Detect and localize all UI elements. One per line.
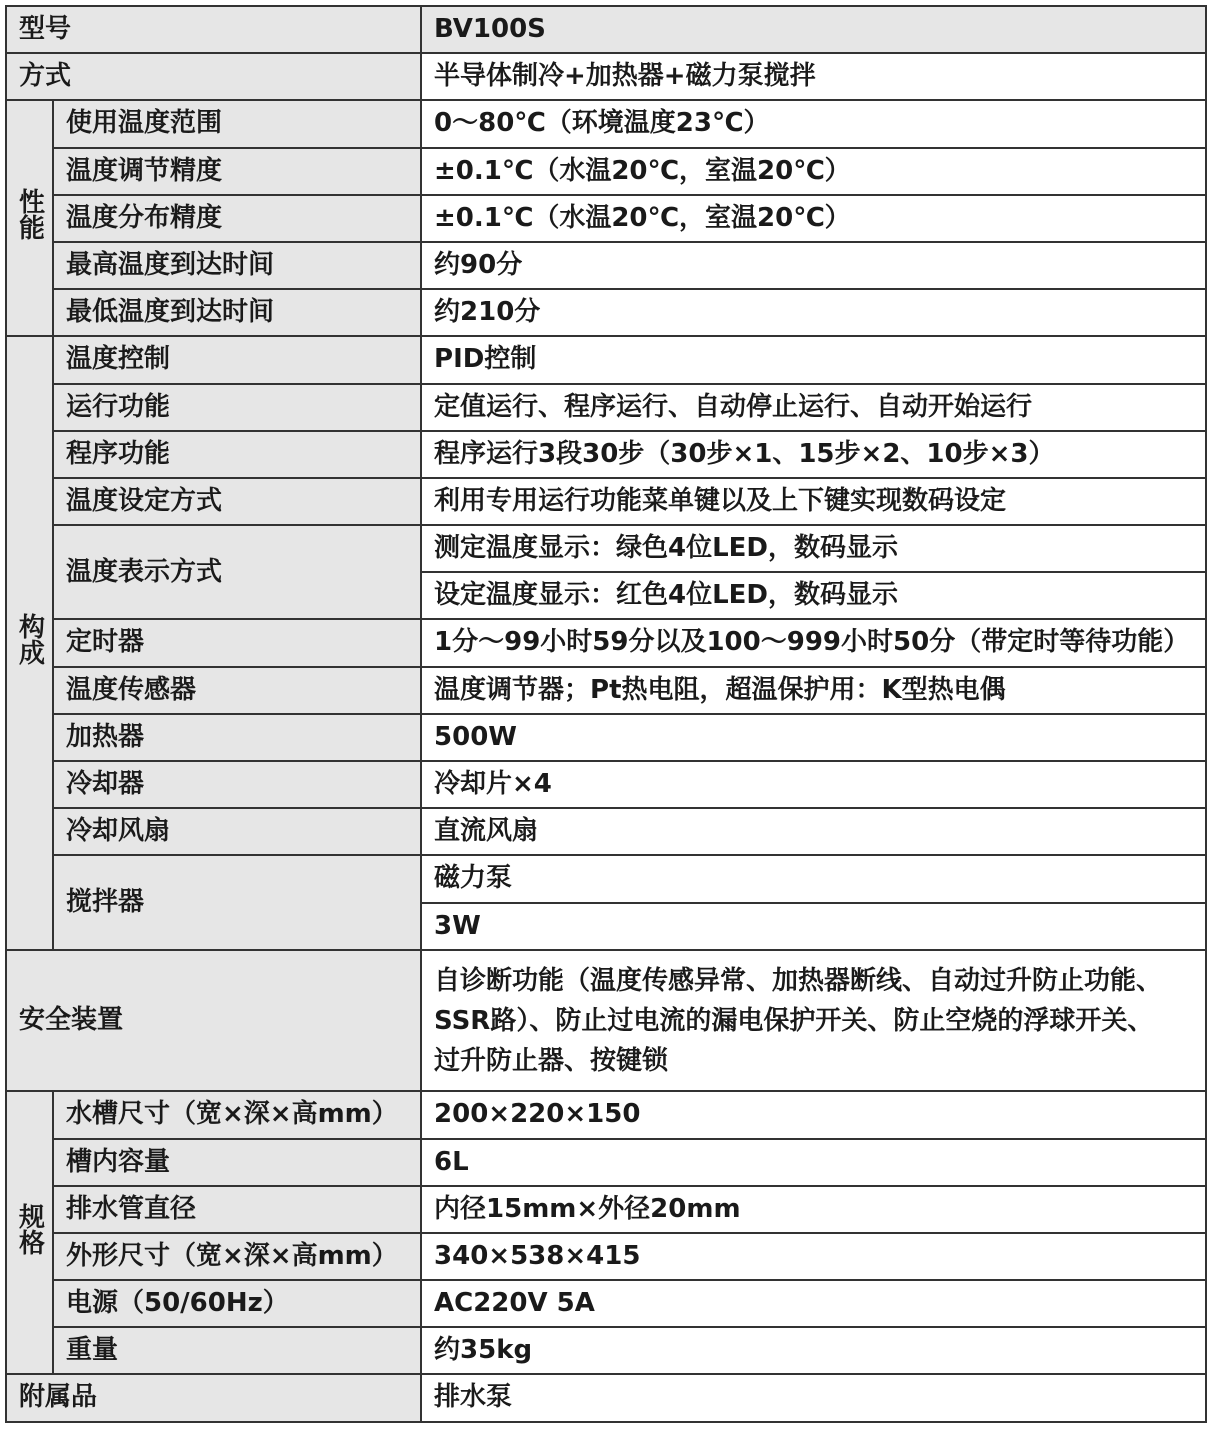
row-label: 外形尺寸（宽×深×高mm） [53,1233,421,1280]
group-specs-label: 规格 [14,1202,45,1255]
row-accessories [6,1374,1206,1421]
row-label: 最低温度到达时间 [53,289,421,336]
row-label: 温度设定方式 [53,478,421,525]
row-performance-0 [6,100,1206,147]
row-performance-2 [6,195,1206,242]
row-construction-4a [6,525,1206,572]
row-value: PID控制 [421,336,1206,383]
row-label: 使用温度范围 [53,100,421,147]
row-label: 重量 [53,1327,421,1374]
row-label: 排水管直径 [53,1186,421,1233]
row-construction-8 [6,761,1206,808]
row-value: 利用专用运行功能菜单键以及上下键实现数码设定 [421,478,1206,525]
row-construction-0 [6,336,1206,383]
group-construction-label: 构成 [14,612,45,665]
row-construction-1 [6,384,1206,431]
row-construction-9 [6,808,1206,855]
row-label: 加热器 [53,714,421,761]
row-value: 程序运行3段30步（30步×1、15步×2、10步×3） [421,431,1206,478]
row-label: 温度传感器 [53,667,421,714]
row-label: 水槽尺寸（宽×深×高mm） [53,1091,421,1138]
row-value: 冷却片×4 [421,761,1206,808]
row-label: 搅拌器 [53,855,421,949]
row-value: 0～80℃（环境温度23℃） [421,100,1206,147]
row-value: 约210分 [421,289,1206,336]
row-construction-7 [6,714,1206,761]
group-performance [6,100,53,336]
row-specs-1 [6,1139,1206,1186]
accessories-label: 附属品 [6,1374,421,1421]
row-construction-5 [6,619,1206,666]
row-construction-3 [6,478,1206,525]
safety-line: SSR路）、防止过电流的漏电保护开关、防止空烧的浮球开关、 [434,1005,1154,1036]
model-value: BV100S [421,6,1206,53]
row-value: 设定温度显示：红色4位LED，数码显示 [421,572,1206,619]
row-specs-0 [6,1091,1206,1138]
method-label: 方式 [6,53,421,100]
spec-table [5,5,1207,1423]
row-value: 200×220×150 [421,1091,1206,1138]
row-value: 温度调节器；Pt热电阻，超温保护用：K型热电偶 [421,667,1206,714]
row-value: 定值运行、程序运行、自动停止运行、自动开始运行 [421,384,1206,431]
safety-line: 过升防止器、按键锁 [434,1045,669,1076]
row-performance-1 [6,148,1206,195]
row-value: 1分～99小时59分以及100～999小时50分（带定时等待功能） [421,619,1206,666]
row-label: 运行功能 [53,384,421,431]
row-label: 槽内容量 [53,1139,421,1186]
row-value: 3W [421,903,1206,950]
row-construction-2 [6,431,1206,478]
row-label: 冷却器 [53,761,421,808]
row-safety [6,950,1206,1092]
row-value: ±0.1℃（水温20℃，室温20℃） [421,148,1206,195]
row-label: 电源（50/60Hz） [53,1280,421,1327]
row-value: 约90分 [421,242,1206,289]
row-construction-6 [6,667,1206,714]
row-specs-4 [6,1280,1206,1327]
row-value: 测定温度显示：绿色4位LED，数码显示 [421,525,1206,572]
accessories-value: 排水泵 [421,1374,1206,1421]
row-value: 500W [421,714,1206,761]
row-value: 340×538×415 [421,1233,1206,1280]
row-performance-3 [6,242,1206,289]
row-label: 温度控制 [53,336,421,383]
row-value: 直流风扇 [421,808,1206,855]
row-model [6,6,1206,53]
row-value: 内径15mm×外径20mm [421,1186,1206,1233]
model-label: 型号 [6,6,421,53]
safety-label: 安全装置 [6,950,421,1092]
row-specs-2 [6,1186,1206,1233]
row-construction-10a [6,855,1206,902]
row-specs-3 [6,1233,1206,1280]
safety-value [421,950,1206,1092]
row-value: AC220V 5A [421,1280,1206,1327]
row-label: 程序功能 [53,431,421,478]
row-value: ±0.1℃（水温20℃，室温20℃） [421,195,1206,242]
row-method [6,53,1206,100]
row-performance-4 [6,289,1206,336]
row-label: 温度表示方式 [53,525,421,619]
row-label: 温度分布精度 [53,195,421,242]
group-performance-label: 性能 [14,188,45,241]
row-label: 定时器 [53,619,421,666]
row-specs-5 [6,1327,1206,1374]
method-value: 半导体制冷+加热器+磁力泵搅拌 [421,53,1206,100]
group-construction [6,336,53,949]
row-label: 最高温度到达时间 [53,242,421,289]
group-specs [6,1091,53,1374]
row-label: 冷却风扇 [53,808,421,855]
safety-line: 自诊断功能（温度传感异常、加热器断线、自动过升防止功能、 [434,965,1163,996]
row-value: 约35kg [421,1327,1206,1374]
row-value: 6L [421,1139,1206,1186]
row-value: 磁力泵 [421,855,1206,902]
row-label: 温度调节精度 [53,148,421,195]
